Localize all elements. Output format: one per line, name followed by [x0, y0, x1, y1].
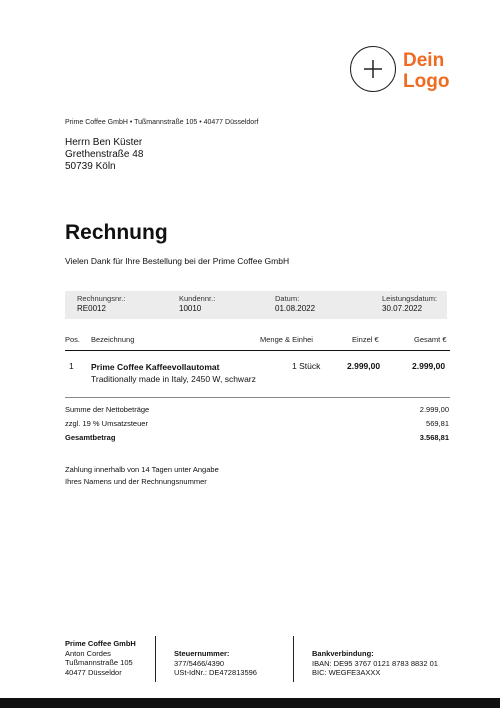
- row-quantity: 1 Stück: [292, 361, 321, 371]
- service-date-label: Leistungsdatum:: [382, 294, 438, 303]
- summary-total-label: Gesamtbetrag: [65, 433, 116, 442]
- summary-net-label: Summe der Nettobeträge: [65, 405, 150, 414]
- summary-vat: [65, 419, 449, 428]
- row-total: 2.999,00: [412, 361, 446, 371]
- summary-vat-value: 569,81: [426, 419, 449, 428]
- payment-terms: [65, 464, 325, 488]
- customer-number: [179, 294, 215, 314]
- document-title: Rechnung: [65, 221, 168, 244]
- table-header-rule: [65, 350, 450, 351]
- logo-line-2: Logo: [403, 71, 450, 92]
- invoice-number-label: Rechnungsnr.:: [77, 294, 126, 303]
- footer-bank-iban: IBAN: DE95 3767 0121 8783 8832 01: [312, 658, 438, 668]
- customer-number-value: 10010: [179, 304, 202, 313]
- footer-divider: [293, 636, 294, 682]
- footer-company-street: Tußmannstraße 105: [65, 658, 133, 667]
- payment-terms-line-2: Ihres Namens und der Rechnungsnummer: [65, 477, 207, 486]
- col-header-description: Bezeichnung: [91, 335, 135, 344]
- recipient-city: 50739 Köln: [65, 161, 116, 172]
- customer-number-label: Kundennr.:: [179, 294, 216, 303]
- payment-terms-line-1: Zahlung innerhalb von 14 Tagen unter Angabe: [65, 465, 219, 474]
- footer-tax-heading: Steuernummer:: [174, 649, 230, 658]
- summary-total-value: 3.568,81: [419, 433, 449, 442]
- recipient-name: Herrn Ben Küster: [65, 137, 143, 148]
- bottom-bar: [0, 698, 500, 708]
- footer-vat-id: USt-IdNr.: DE472813596: [174, 668, 257, 677]
- footer-company-name: Prime Coffee GmbH: [65, 639, 136, 648]
- service-date-value: 30.07.2022: [382, 304, 423, 313]
- row-item-detail: Traditionally made in Italy, 2450 W, schwarz: [91, 374, 256, 384]
- col-header-unit-price: Einzel €: [352, 335, 379, 344]
- footer-company-city: 40477 Düsseldor: [65, 667, 122, 677]
- recipient-address: [65, 137, 143, 173]
- summary-net: [65, 405, 449, 414]
- recipient-street: Grethenstraße 48: [65, 149, 144, 160]
- footer-company: [65, 639, 136, 677]
- plus-icon: [351, 47, 395, 91]
- footer-bank-bic: BIC: WEGFE3AXXX: [312, 668, 381, 677]
- invoice-date-label: Datum:: [275, 294, 300, 303]
- footer-tax: [174, 649, 257, 678]
- sender-line: Prime Coffee GmbH • Tußmannstraße 105 • 40477 Düsseldorf: [65, 119, 259, 126]
- col-header-pos: Pos.: [65, 335, 81, 344]
- footer-bank-heading: Bankverbindung:: [312, 649, 374, 658]
- footer-divider: [155, 636, 156, 682]
- intro-text: Vielen Dank für Ihre Bestellung bei der Prime Coffee GmbH: [65, 256, 290, 266]
- footer-tax-number: 377/5466/4390: [174, 658, 225, 668]
- invoice-meta-box: [65, 291, 447, 319]
- summary-vat-label: zzgl. 19 % Umsatzsteuer: [65, 419, 148, 428]
- logo-circle: [350, 46, 396, 92]
- col-header-quantity: Menge & Einhei: [260, 335, 313, 344]
- footer-company-person: Anton Cordes: [65, 648, 111, 658]
- summary-total: [65, 433, 449, 442]
- row-item-name: Prime Coffee Kaffeevollautomat: [91, 362, 220, 372]
- footer-bank: [312, 649, 438, 678]
- summary-net-value: 2.999,00: [419, 405, 449, 414]
- summary-rule: [65, 397, 450, 398]
- row-pos: 1: [69, 361, 74, 371]
- row-description: [91, 361, 256, 385]
- invoice-number-value: RE0012: [77, 304, 106, 313]
- logo-text: [403, 50, 449, 92]
- col-header-total: Gesamt €: [414, 335, 447, 344]
- invoice-date-value: 01.08.2022: [275, 304, 316, 313]
- invoice-date: [275, 294, 315, 314]
- service-date: [382, 294, 437, 314]
- row-unit-price: 2.999,00: [347, 361, 381, 371]
- logo-line-1: Dein: [403, 50, 445, 71]
- invoice-number: [77, 294, 125, 314]
